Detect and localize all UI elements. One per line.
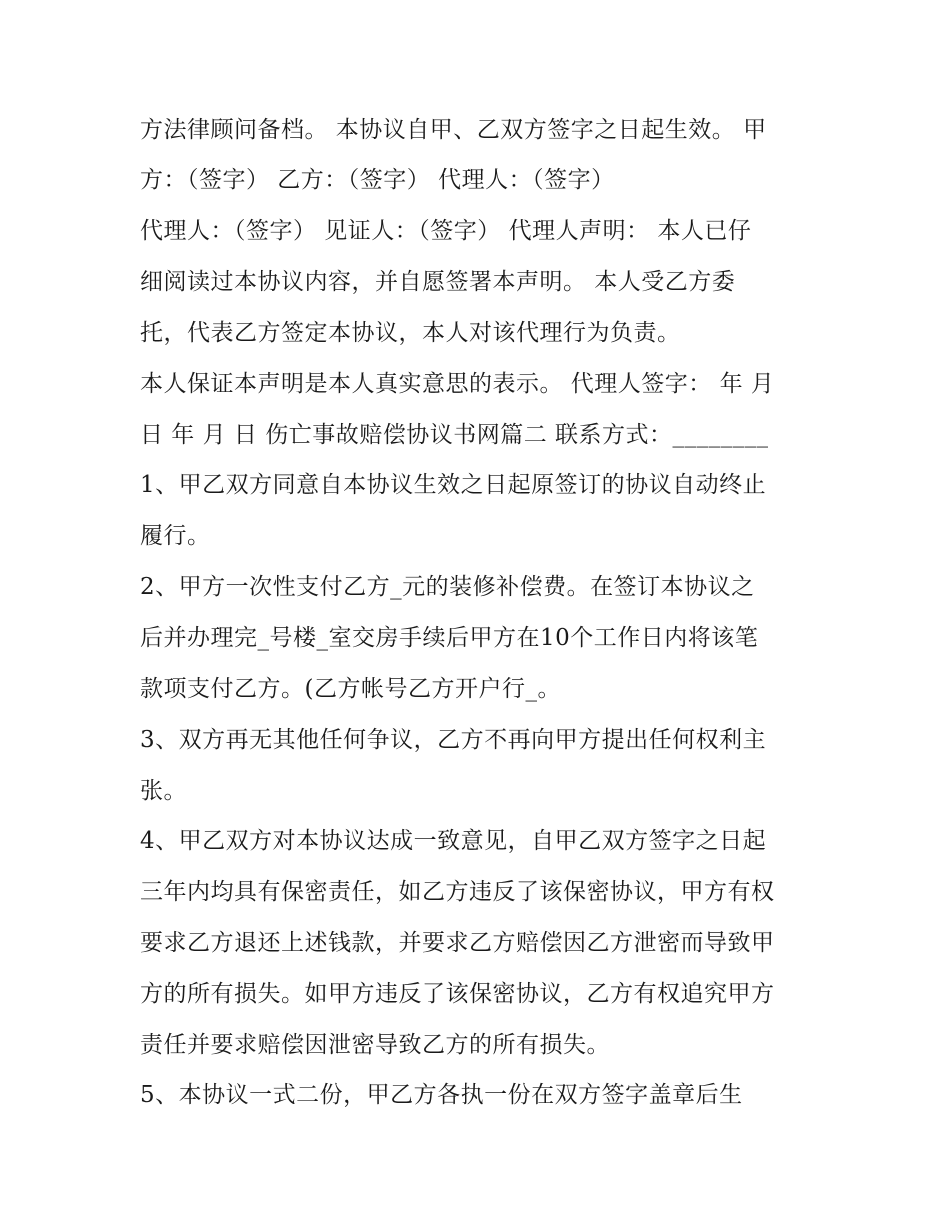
text-line: 要求乙方退还上述钱款，并要求乙方赔偿因乙方泄密而导致甲: [140, 930, 775, 956]
text-line: 代理人：（签字） 见证人：（签字） 代理人声明： 本人已仔: [140, 218, 752, 244]
text-line: 托，代表乙方签定本协议，本人对该代理行为负责。: [140, 320, 681, 346]
text-line: 本人保证本声明是本人真实意思的表示。 代理人签字： 年 月: [140, 371, 775, 397]
list-item: 2、甲方一次性支付乙方_元的装修补偿费。在签订本协议之: [140, 574, 755, 600]
text-line: 三年内均具有保密责任，如乙方违反了该保密协议，甲方有权: [140, 879, 775, 905]
text-line: 日 年 月 日 伤亡事故赔偿协议书网篇二 联系方式：________: [140, 422, 769, 448]
text-line: 后并办理完_号楼_室交房手续后甲方在10个工作日内将该笔: [140, 625, 759, 651]
list-item: 5、本协议一式二份，甲乙方各执一份在双方签字盖章后生: [140, 1082, 743, 1108]
text-line: 张。: [140, 778, 187, 804]
text-line: 款项支付乙方。(乙方帐号乙方开户行_。: [140, 676, 561, 702]
text-line: 方的所有损失。如甲方违反了该保密协议，乙方有权追究甲方: [140, 981, 775, 1007]
list-item: 1、甲乙双方同意自本协议生效之日起原签订的协议自动终止: [140, 472, 767, 498]
text-line: 方法律顾问备档。 本协议自甲、乙双方签字之日起生效。 甲: [140, 117, 767, 143]
list-item: 4、甲乙双方对本协议达成一致意见，自甲乙双方签字之日起: [140, 828, 767, 854]
text-line: 责任并要求赔偿因泄密导致乙方的所有损失。: [140, 1032, 610, 1058]
text-line: 细阅读过本协议内容，并自愿签署本声明。 本人受乙方委: [140, 269, 736, 295]
text-line: 履行。: [140, 523, 211, 549]
list-item: 3、双方再无其他任何争议，乙方不再向甲方提出任何权利主: [140, 727, 767, 753]
text-line: 方：（签字） 乙方：（签字） 代理人：（签字）: [140, 167, 615, 193]
